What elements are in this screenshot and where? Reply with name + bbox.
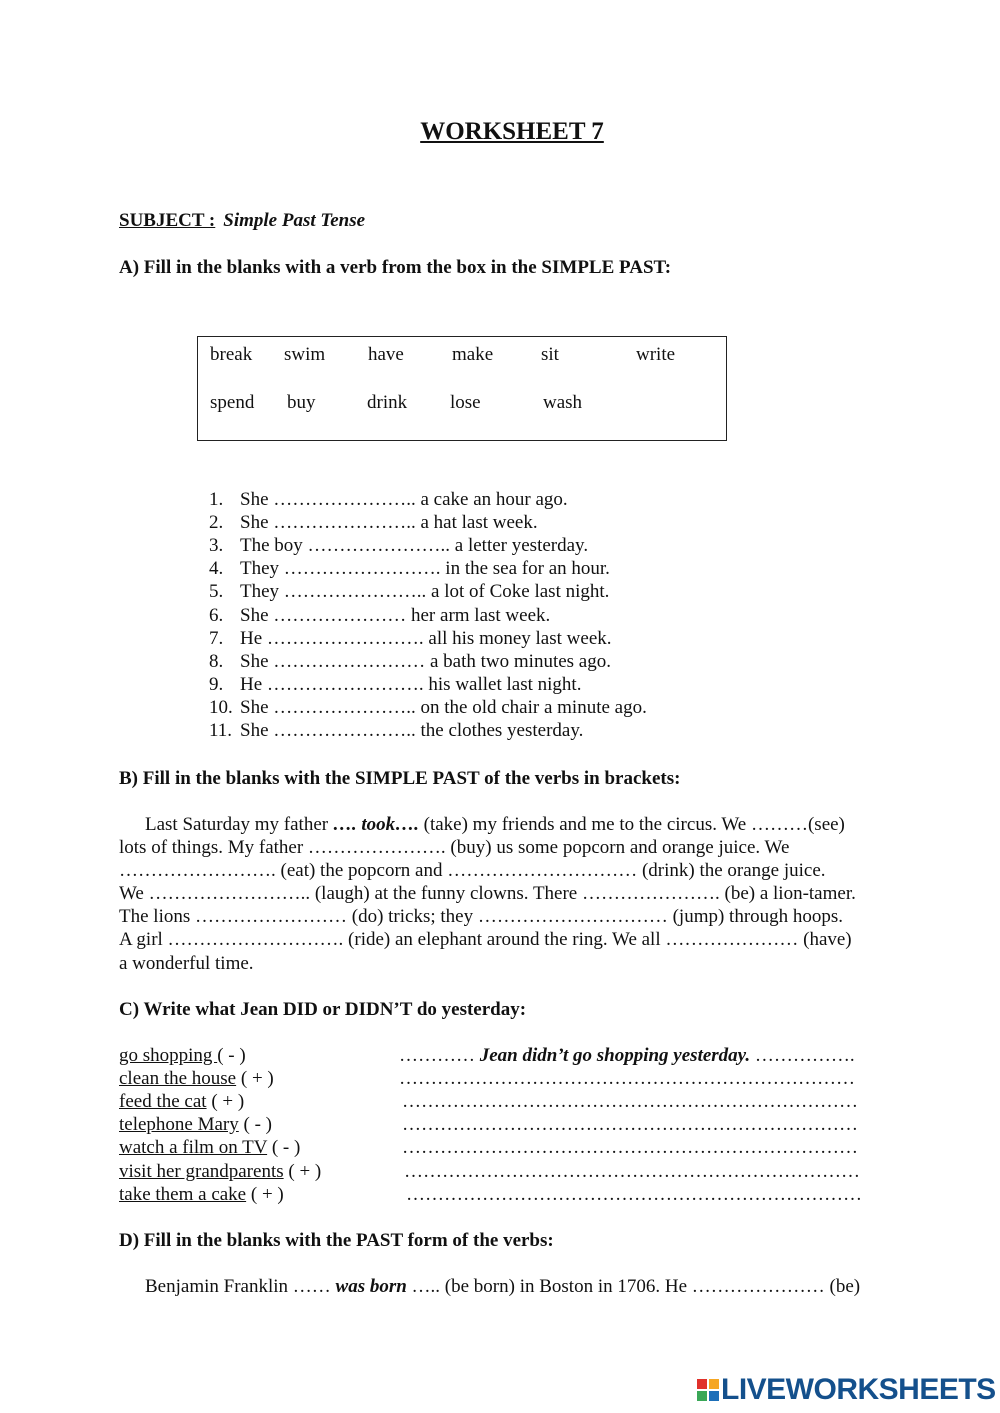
item-sentence: They ……………………. in the sea for an hour. <box>240 558 610 579</box>
section-d-heading: D) Fill in the blanks with the PAST form of the verbs: <box>119 1230 554 1251</box>
task-mark: ( + ) <box>283 1161 322 1182</box>
task-mark: ( - ) <box>217 1045 246 1066</box>
task-mark: ( + ) <box>206 1091 245 1112</box>
answer-blank: ……………………………………………………………… <box>399 1068 855 1089</box>
example-answer: …. took…. <box>332 814 419 835</box>
verb-word: buy <box>287 392 316 413</box>
task-label: watch a film on TV <box>119 1137 268 1158</box>
task-mark: ( - ) <box>238 1114 272 1135</box>
item-sentence: He ……………………. all his money last week. <box>240 628 612 649</box>
task-label: telephone Mary <box>119 1114 239 1135</box>
paragraph-line: The lions …………………… (do) tricks; they ………………………… (jump) through hoops. <box>119 906 844 927</box>
text-run: (take) my friends and me to the circus. We ………(see) <box>423 814 845 835</box>
task-row <box>119 1184 284 1206</box>
verb-word: have <box>368 344 404 365</box>
task-row <box>119 1091 244 1113</box>
icon-square <box>709 1391 719 1401</box>
section-d-paragraph <box>145 1276 860 1298</box>
item-sentence: They ………………….. a lot of Coke last night. <box>240 581 610 602</box>
section-a-heading: A) Fill in the blanks with a verb from the box in the SIMPLE PAST: <box>119 257 672 278</box>
text-run: Last Saturday my father <box>145 814 329 835</box>
item-number: 10. <box>209 697 233 718</box>
icon-square <box>697 1379 707 1389</box>
task-mark: ( + ) <box>236 1068 274 1089</box>
icon-square <box>709 1379 719 1389</box>
section-c-heading: C) Write what Jean DID or DIDN’T do yesterday: <box>119 999 527 1020</box>
liveworksheets-icon <box>697 1379 719 1401</box>
item-number: 1. <box>209 489 224 510</box>
item-sentence: She ………………….. a hat last week. <box>240 512 538 533</box>
subject-value: Simple Past Tense <box>223 210 366 231</box>
task-label: clean the house <box>119 1068 237 1089</box>
item-number: 9. <box>209 674 224 695</box>
task-label: visit her grandparents <box>119 1161 284 1182</box>
task-mark: ( - ) <box>267 1137 301 1158</box>
item-sentence: The boy ………………….. a letter yesterday. <box>240 535 589 556</box>
item-number: 5. <box>209 581 224 602</box>
verb-word: write <box>636 344 676 365</box>
logo-text: LIVEWORKSHEETS <box>721 1373 996 1406</box>
item-number: 6. <box>209 605 224 626</box>
verb-word: drink <box>367 392 408 413</box>
example-answer: was born <box>335 1276 407 1297</box>
paragraph-line: ……………………. (eat) the popcorn and ………………………… (drink) the orange juice. <box>119 860 826 881</box>
answer-blank: ……………………………………………………………… <box>402 1114 858 1135</box>
paragraph-line: lots of things. My father …………………. (buy) us some popcorn and orange juice. We <box>119 837 790 858</box>
verb-word: wash <box>543 392 583 413</box>
item-number: 7. <box>209 628 224 649</box>
example-answer: Jean didn’t go shopping yesterday. <box>479 1045 751 1066</box>
item-sentence: She …………………… a bath two minutes ago. <box>240 651 611 672</box>
task-row <box>119 1045 246 1067</box>
verb-word: spend <box>210 392 255 413</box>
dots: ………… <box>399 1045 475 1066</box>
answer-blank: ……………………………………………………………… <box>402 1091 858 1112</box>
paragraph-line <box>145 814 845 836</box>
verb-box <box>197 336 727 441</box>
text-run: ….. (be born) in Boston in 1706. He ………………… (be) <box>411 1276 861 1297</box>
paragraph-line: We …………………….. (laugh) at the funny clowns. There …………………. (be) a lion-tamer. <box>119 883 856 904</box>
verb-word: break <box>210 344 253 365</box>
paragraph-line: A girl ………………………. (ride) an elephant around the ring. We all ………………… (have) <box>119 929 852 950</box>
item-number: 11. <box>209 720 233 741</box>
subject-label: SUBJECT : <box>119 210 216 231</box>
item-number: 4. <box>209 558 224 579</box>
dots: ……………. <box>754 1045 855 1066</box>
verb-word: sit <box>541 344 559 365</box>
example-line <box>399 1045 855 1067</box>
task-row <box>119 1068 274 1090</box>
item-sentence: She ………………… her arm last week. <box>240 605 551 626</box>
icon-square <box>697 1391 707 1401</box>
verb-word: lose <box>450 392 481 413</box>
item-sentence: He ……………………. his wallet last night. <box>240 674 582 695</box>
task-row <box>119 1161 321 1183</box>
item-sentence: She ………………….. a cake an hour ago. <box>240 489 568 510</box>
task-row <box>119 1137 300 1159</box>
verb-word: swim <box>284 344 326 365</box>
task-label: feed the cat <box>119 1091 207 1112</box>
item-number: 3. <box>209 535 224 556</box>
answer-blank: ……………………………………………………………… <box>402 1137 858 1158</box>
item-sentence: She ………………….. the clothes yesterday. <box>240 720 584 741</box>
subject-line <box>119 210 365 232</box>
worksheet-title: WORKSHEET 7 <box>420 118 604 145</box>
answer-blank: ……………………………………………………………… <box>404 1161 860 1182</box>
item-sentence: She ………………….. on the old chair a minute ago. <box>240 697 647 718</box>
text-run: Benjamin Franklin …… <box>145 1276 331 1297</box>
task-label: take them a cake <box>119 1184 247 1205</box>
paragraph-line: a wonderful time. <box>119 953 254 974</box>
task-row <box>119 1114 272 1136</box>
answer-blank: ……………………………………………………………… <box>406 1184 862 1205</box>
task-mark: ( + ) <box>246 1184 284 1205</box>
verb-word: make <box>452 344 494 365</box>
item-number: 8. <box>209 651 224 672</box>
section-b-heading: B) Fill in the blanks with the SIMPLE PAST of the verbs in brackets: <box>119 768 681 789</box>
item-number: 2. <box>209 512 224 533</box>
task-label: go shopping <box>119 1045 218 1066</box>
